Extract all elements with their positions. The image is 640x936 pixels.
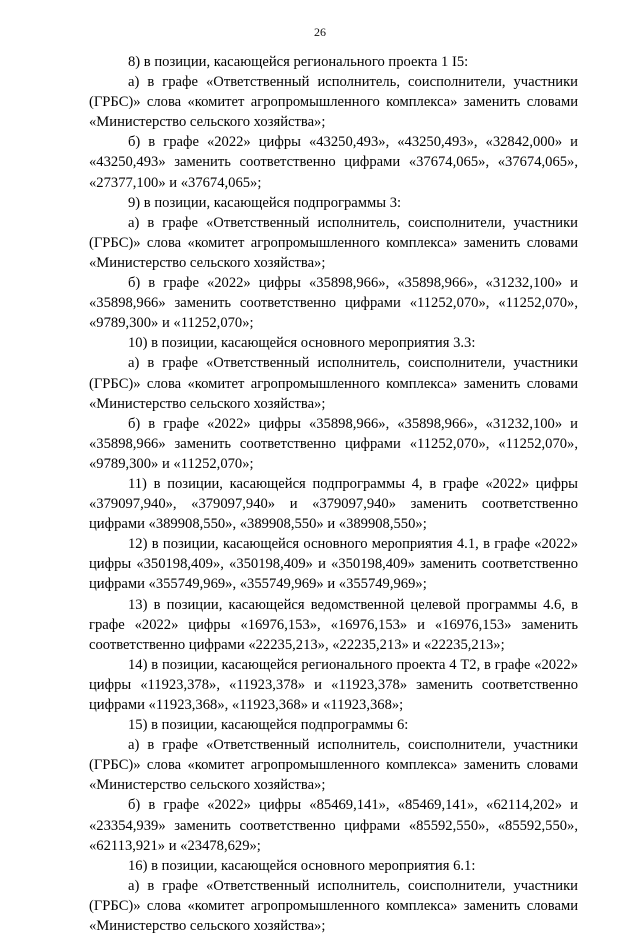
item-16-heading: 16) в позиции, касающейся основного мероприятия 6.1: (128, 857, 476, 874)
item-9-heading: 9) в позиции, касающейся подпрограммы 3: (128, 194, 402, 211)
item-15-heading: 15) в позиции, касающейся подпрограммы 6: (128, 717, 409, 734)
item-8a-paragraph: а) в графе «Ответственный исполнитель, соисполнители, участники (ГРБС)» слова «комитет агропромышленного комплекса» заменить словами «Министерство сельского хозяйства»; (89, 74, 578, 131)
item-9b-paragraph: б) в графе «2022» цифры «35898,966», «35898,966», «31232,100» и «35898,966» заменить соответственно цифрами «11252,070», «11252,070», «9789,300» и «11252,070»; (89, 275, 578, 332)
item-15b-paragraph: б) в графе «2022» цифры «85469,141», «85469,141», «62114,202» и «23354,939» заменить соответственно цифрами «85592,550», «85592,550», «62113,921» и «23478,629»; (89, 797, 578, 854)
item-10a-paragraph: а) в графе «Ответственный исполнитель, соисполнители, участники (ГРБС)» слова «комитет агропромышленного комплекса» заменить словами «Министерство сельского хозяйства»; (89, 355, 578, 412)
page-number: 26 (314, 25, 326, 39)
item-12-paragraph: 12) в позиции, касающейся основного мероприятия 4.1, в графе «2022» цифры «350198,409», «350198,409» и «350198,409» заменить соответственно цифрами «355749,969», «355749,969» и «355749,969»; (89, 536, 578, 593)
item-9a-paragraph: а) в графе «Ответственный исполнитель, соисполнители, участники (ГРБС)» слова «комитет агропромышленного комплекса» заменить словами «Министерство сельского хозяйства»; (89, 214, 578, 271)
item-8b-paragraph: б) в графе «2022» цифры «43250,493», «43250,493», «32842,000» и «43250,493» заменить соответственно цифрами «37674,065», «37674,065», «27377,100» и «37674,065»; (89, 134, 578, 191)
item-16a-paragraph: а) в графе «Ответственный исполнитель, соисполнители, участники (ГРБС)» слова «комитет агропромышленного комплекса» заменить словами «Министерство сельского хозяйства»; (89, 877, 578, 935)
item-13-paragraph: 13) в позиции, касающейся ведомственной целевой программы 4.6, в графе «2022» цифры «16976,153», «16976,153» и «16976,153» заменить соответственно цифрами «22235,213», «22235,213» и «22235,213»; (89, 596, 578, 653)
item-11-paragraph: 11) в позиции, касающейся подпрограммы 4, в графе «2022» цифры «379097,940», «379097,940» и «379097,940» заменить соответственно цифрами «389908,550», «389908,550» и «389908,550»; (89, 475, 578, 533)
item-10-heading: 10) в позиции, касающейся основного мероприятия 3.3: (128, 335, 476, 352)
item-15a-paragraph: а) в графе «Ответственный исполнитель, соисполнители, участники (ГРБС)» слова «комитет агропромышленного комплекса» заменить словами «Министерство сельского хозяйства»; (89, 737, 578, 794)
document-body (89, 52, 578, 936)
item-14-paragraph: 14) в позиции, касающейся регионального проекта 4 Т2, в графе «2022» цифры «11923,378», «11923,378» и «11923,378» заменить соответственно цифрами «11923,368», «11923,368» и «11923,368»; (89, 656, 578, 713)
item-10b-paragraph: б) в графе «2022» цифры «35898,966», «35898,966», «31232,100» и «35898,966» заменить соответственно цифрами «11252,070», «11252,070», «9789,300» и «11252,070»; (89, 415, 578, 472)
item-8-heading: 8) в позиции, касающейся регионального проекта 1 I5: (128, 54, 469, 70)
